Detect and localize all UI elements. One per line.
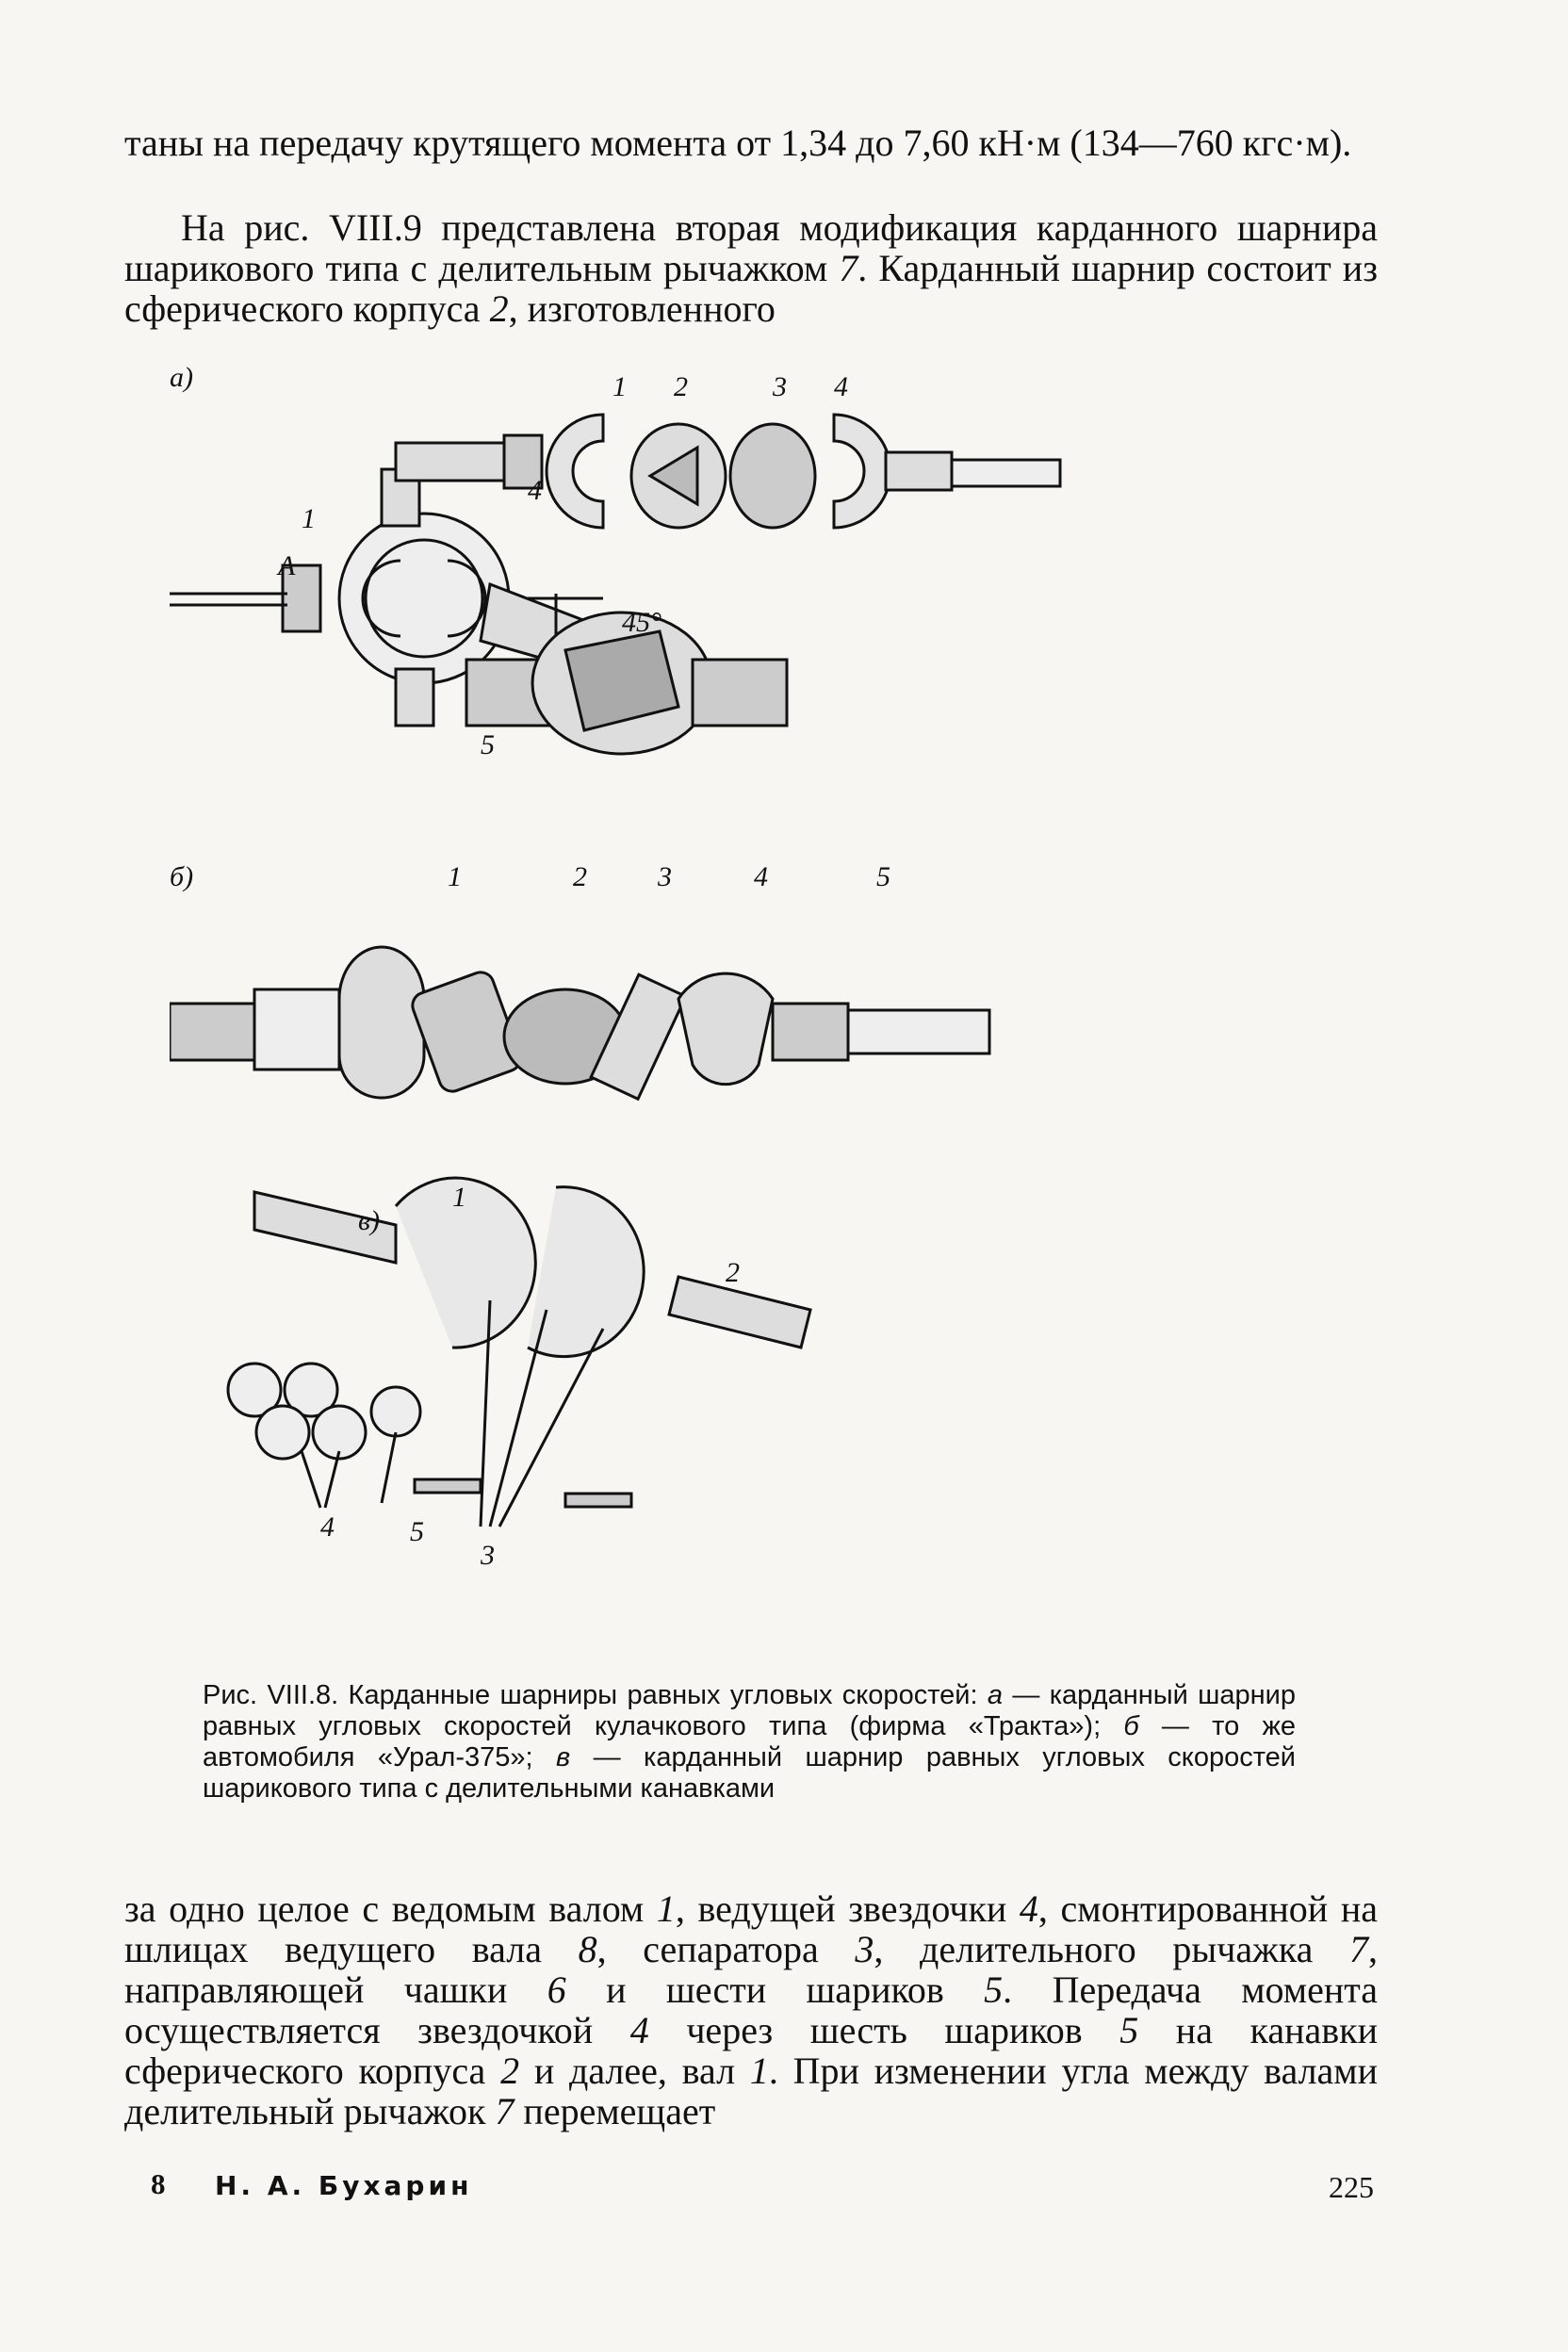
- paragraph-intro: На рис. VIII.9 представлена вторая модификация карданного шарнира шарикового типа с делительным рычажком 7. Карданный шарнир состоит из сферического корпуса 2, изготовленного: [124, 206, 1379, 330]
- panel-b-drawing: [170, 947, 989, 1099]
- label-b-4: 4: [754, 861, 768, 892]
- label-c-3: 3: [481, 1540, 495, 1571]
- angle-label: 45°: [622, 607, 662, 638]
- label-a-section-4: 4: [528, 475, 542, 506]
- figure-viii-8: [170, 358, 1395, 1649]
- figure-drawing: [170, 358, 1395, 1649]
- author-name: Н. А. Бухарин: [215, 2170, 473, 2201]
- panel-a-exploded-drawing: [396, 415, 1060, 528]
- panel-label-c: в): [358, 1205, 381, 1236]
- paragraph-top: таны на передачу крутящего момента от 1,34 до 7,60 кН·м (134—760 кгс·м).: [124, 122, 1352, 164]
- paragraph-body: за одно целое с ведомым валом 1, ведущей звездочки 4, смонтированной на шлицах ведущего вала 8, сепаратора 3, делительного рычажка 7, направляющей чашки 6 и шести шариков 5. Передача момента осуществляется звездочкой 4 через шесть шариков 5 на канавки сферического корпуса 2 и далее, вал 1. При изменении угла между валами делительный рычажок 7 перемещает: [124, 1887, 1378, 2132]
- label-c-4: 4: [320, 1511, 335, 1543]
- label-a-section-5: 5: [481, 729, 495, 760]
- label-b-3: 3: [658, 861, 672, 892]
- panel-label-a: а): [170, 362, 193, 393]
- label-a-section-1: 1: [302, 503, 316, 534]
- label-b-1: 1: [448, 861, 462, 892]
- label-a-exploded-3: 3: [773, 371, 787, 402]
- label-b-5: 5: [876, 861, 890, 892]
- panel-label-b: б): [170, 861, 194, 892]
- label-c-1: 1: [452, 1182, 466, 1213]
- signature-mark: 8: [151, 2167, 166, 2200]
- label-c-5: 5: [410, 1516, 424, 1547]
- label-A: А: [278, 550, 296, 581]
- label-b-2: 2: [573, 861, 587, 892]
- figure-caption: Рис. VIII.8. Карданные шарниры равных угловых скоростей: а — карданный шарнир равных угловых скоростей кулачкового типа (фирма «Тракта»); б — то же автомобиля «Урал-375»; в — карданный шарнир равных угловых скоростей шарикового типа с делительными канавками: [203, 1680, 1297, 1804]
- panel-c-drawing: [228, 1178, 810, 1527]
- label-a-exploded-1: 1: [612, 371, 627, 402]
- label-a-exploded-4: 4: [834, 371, 848, 402]
- label-a-exploded-2: 2: [674, 371, 688, 402]
- label-c-2: 2: [726, 1257, 740, 1288]
- page-number: 225: [1329, 2170, 1374, 2204]
